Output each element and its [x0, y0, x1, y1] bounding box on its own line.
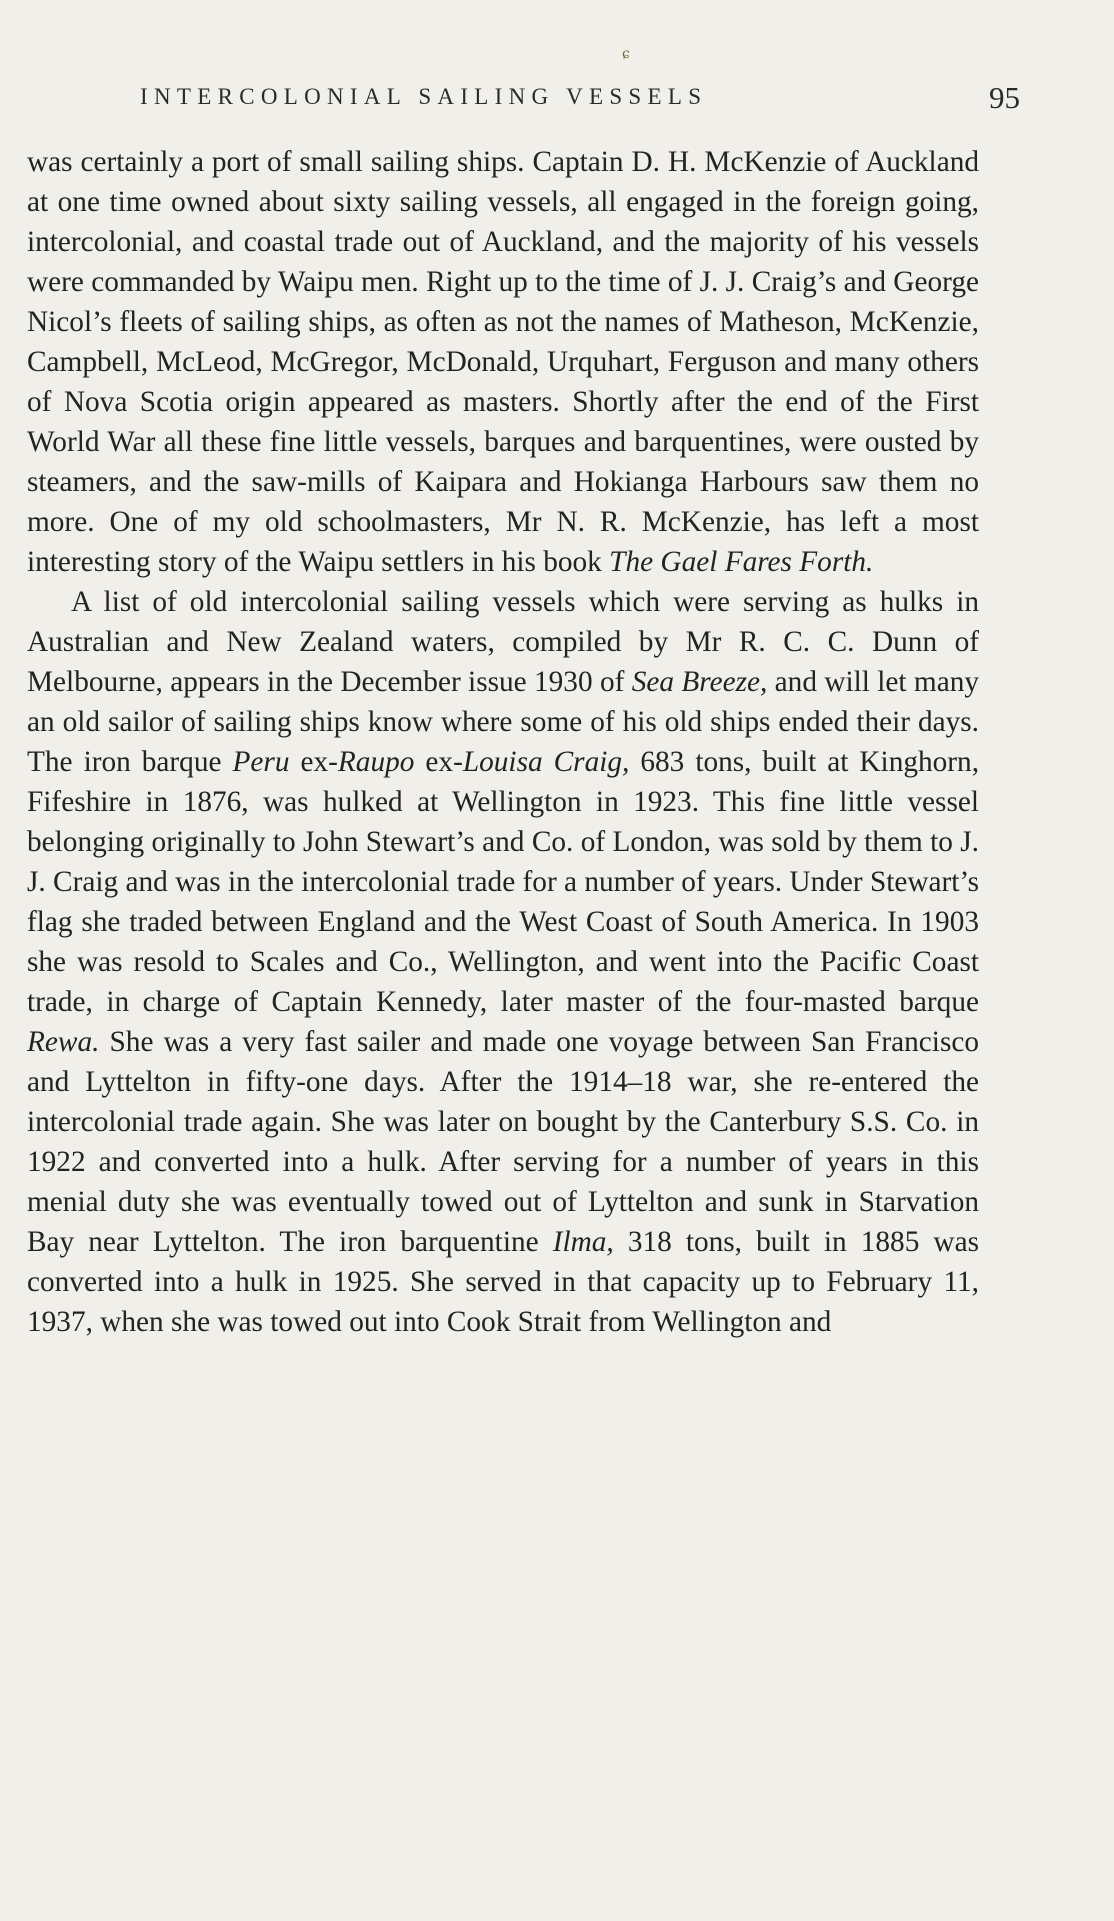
italic-title-text: Raupo [337, 746, 415, 778]
italic-title-text: Ilma, [552, 1226, 614, 1258]
text-run: A list of old intercolonial sailing vessels which were serving as hulks in Australian and New Zealand waters, compiled by Mr R. C. C. Dunn of Melbourne, appears in the December issue 1930 of [27, 586, 979, 698]
page-number: 95 [989, 80, 1020, 115]
text-run: 683 tons, built at Kinghorn, Fifeshire in 1876, was hulked at Wellington in 1923. This fine little vessel belonging originally to John Stewart’s and Co. of London, was sold by them to J. J. Craig and was in the intercolonial trade for a number of years. Under Stewart’s flag she traded between England and the West Coast of South America. In 1903 she was resold to Scales and Co., Wellington, and went into the Pacific Coast trade, in charge of Captain Kennedy, later master of the four-masted barque [27, 746, 980, 1018]
text-run: She was a very fast sailer and made one voyage between San Francisco and Lyttelton in fifty-one days. After the 1914–18 war, she re-entered the intercolonial trade again. She was later on bought by the Canterbury S.S. Co. in 1922 and converted into a hulk. After serving for a number of years in this menial duty she was eventually towed out of Lyttelton and sunk in Starvation Bay near Lyttelton. The iron barquentine [27, 1026, 979, 1258]
ink-mark: ɕ [622, 46, 630, 62]
text-run: ex- [289, 746, 338, 778]
italic-title-text: The Gael Fares Forth. [609, 546, 874, 578]
running-head [140, 80, 1020, 120]
italic-title-text: Rewa. [27, 1026, 100, 1058]
paragraph [27, 582, 979, 1342]
text-run: was certainly a port of small sailing ships. Captain D. H. McKenzie of Auckland at one time owned about sixty sailing vessels, all engaged in the foreign going, intercolonial, and coastal trade out of Auckland, and the majority of his vessels were commanded by Waipu men. Right up to the time of J. J. Craig’s and George Nicol’s fleets of sailing ships, as often as not the names of Matheson, McKenzie, Campbell, McLeod, McGregor, McDonald, Urquhart, Ferguson and many others of Nova Scotia origin appeared as masters. Shortly after the end of the First World War all these fine little vessels, barques and barquentines, were ousted by steamers, and the saw-mills of Kaipara and Hokianga Harbours saw them no more. One of my old schoolmasters, Mr N. R. McKenzie, has left a most interesting story of the Waipu settlers in his book [27, 146, 979, 578]
running-title: INTERCOLONIAL SAILING VESSELS [140, 84, 708, 109]
italic-title-text: Peru [232, 746, 290, 778]
text-run: 318 tons, built in 1885 was converted into a hulk in 1925. She served in that capacity up to February 11, 1937, when she was towed out into Cook Strait from Wellington and [27, 1226, 979, 1338]
paragraph [27, 142, 979, 582]
body-text [27, 142, 979, 1342]
italic-title-text: Louisa Craig, [462, 746, 630, 778]
italic-title-text: Sea Breeze, [631, 666, 768, 698]
text-run: and will let many an old sailor of sailing ships know where some of his old ships ended their days. The iron barque [27, 666, 979, 778]
text-run: ex- [414, 746, 463, 778]
